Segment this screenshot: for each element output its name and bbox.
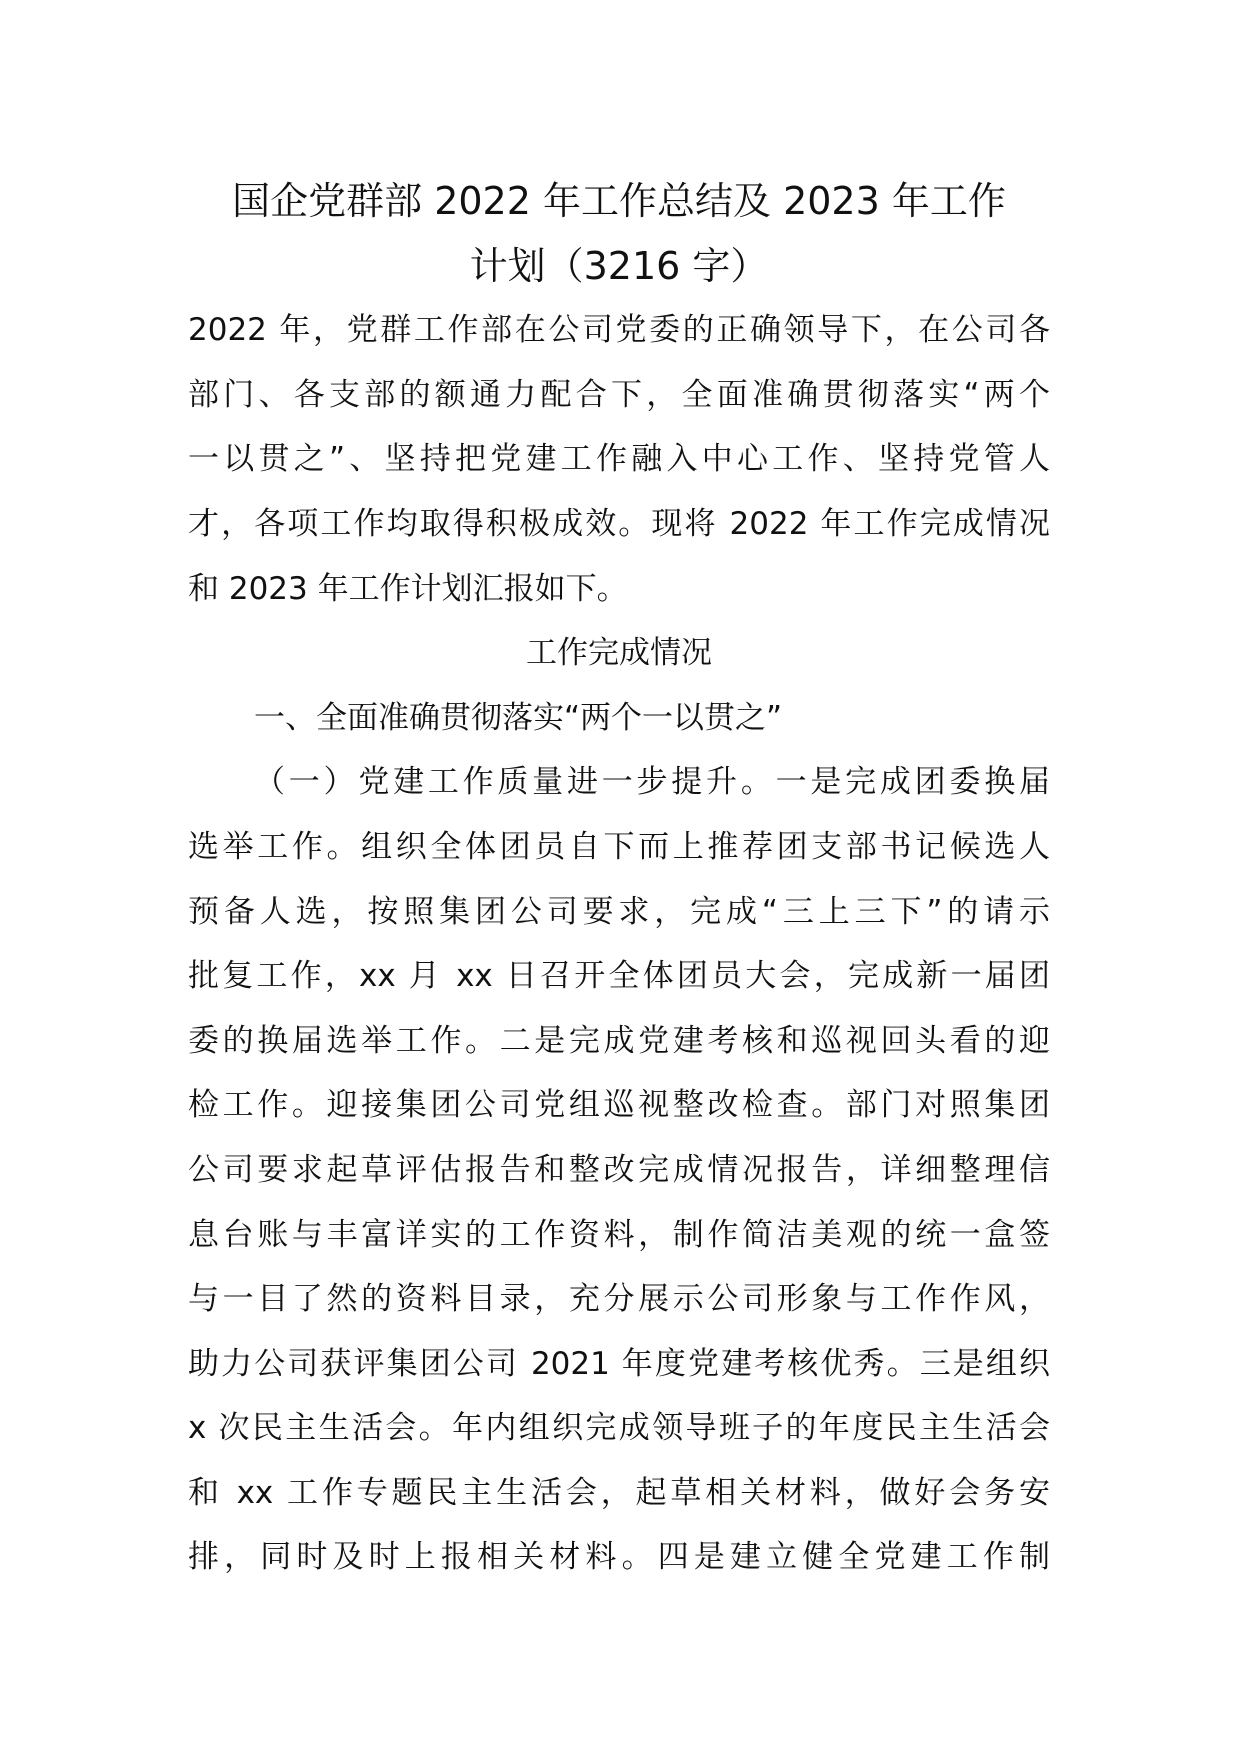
title-line: 计划（3216 字） <box>469 243 769 288</box>
intro-paragraph <box>188 298 1050 621</box>
text-line: 排，同时及时上报相关材料。四是建立健全党建工作制 <box>188 1539 1050 1576</box>
text-line: 一以贯之”、坚持把党建工作融入中心工作、坚持党管人 <box>188 441 1050 478</box>
text-line: 息台账与丰富详实的工作资料，制作简洁美观的统一盒签 <box>188 1216 1050 1253</box>
text-line: （一）党建工作质量进一步提升。一是完成团委换届 <box>254 764 1050 801</box>
title-line: 国企党群部 2022 年工作总结及 2023 年工作 <box>232 179 1006 223</box>
text-line: 才，各项工作均取得积极成效。现将 2022 年工作完成情况 <box>188 505 1050 542</box>
document-title <box>188 169 1050 298</box>
text-line: 公司要求起草评估报告和整改完成情况报告，详细整理信 <box>188 1151 1050 1188</box>
body-paragraph <box>188 750 1050 1590</box>
text-line: 检工作。迎接集团公司党组巡视整改检查。部门对照集团 <box>188 1087 1050 1124</box>
section-heading: 工作完成情况 <box>526 635 712 672</box>
subheading: 一、全面准确贯彻落实“两个一以贯之” <box>254 699 783 736</box>
text-line: 委的换届选举工作。二是完成党建考核和巡视回头看的迎 <box>188 1022 1050 1059</box>
text-line: x 次民主生活会。年内组织完成领导班子的年度民主生活会 <box>188 1410 1050 1447</box>
text-line: 与一目了然的资料目录，充分展示公司形象与工作作风， <box>188 1281 1050 1318</box>
text-line: 助力公司获评集团公司 2021 年度党建考核优秀。三是组织 <box>188 1345 1050 1382</box>
document-page <box>188 169 1050 1590</box>
text-line: 和 2023 年工作计划汇报如下。 <box>188 570 628 607</box>
text-line: 预备人选，按照集团公司要求，完成“三上三下”的请示 <box>188 893 1050 930</box>
text-line: 选举工作。组织全体团员自下而上推荐团支部书记候选人 <box>188 828 1050 865</box>
text-line: 部门、各支部的额通力配合下，全面准确贯彻落实“两个 <box>188 376 1050 413</box>
text-line: 和 xx 工作专题民主生活会，起草相关材料，做好会务安 <box>188 1474 1050 1511</box>
text-line: 批复工作，xx 月 xx 日召开全体团员大会，完成新一届团 <box>188 958 1050 995</box>
text-line: 2022 年，党群工作部在公司党委的正确领导下，在公司各 <box>188 312 1050 349</box>
